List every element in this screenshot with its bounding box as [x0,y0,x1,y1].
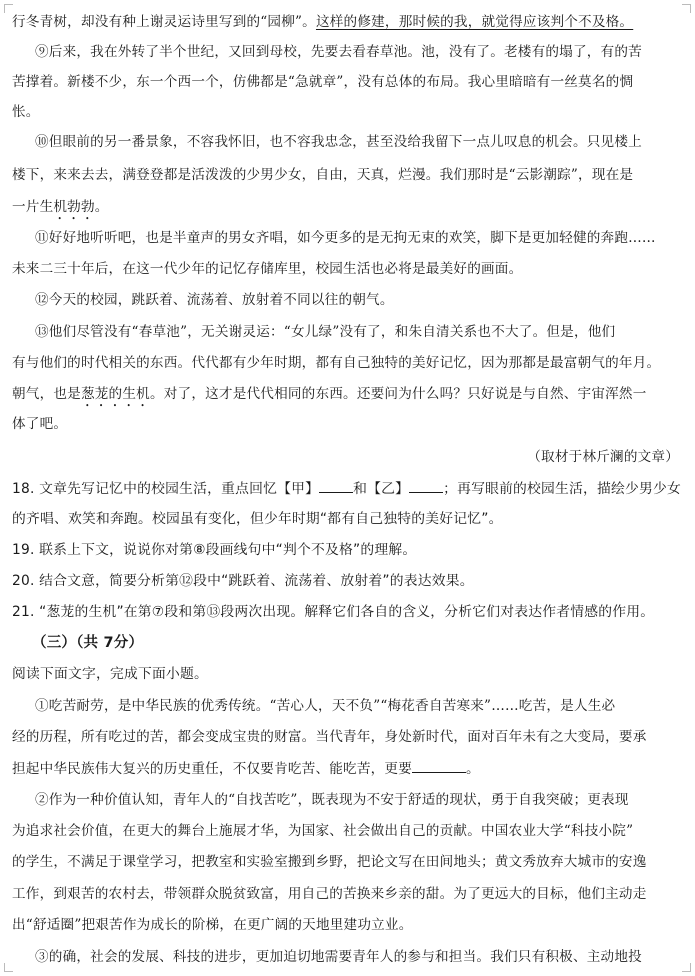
question-20: 20. 结合文意，简要分析第⑫段中“跳跃着、流荡着、放射着”的表达效果。 [12,573,474,589]
paragraph-11-line-1: ⑪好好地听听吧，也是半童声的男女齐唱，如今更多的是无拘无束的欢笑，脚下是更加轻健的奔跑…… [35,230,656,246]
q18-blank-jia[interactable] [319,478,353,493]
paragraph-13-line-4: 体了吧。 [12,416,68,432]
paragraph-13-line-2: 有与他们的时代相关的东西。代代都有少年时期，都有自己独特的美好记忆，因为那都是最富朝气的年月。 [12,355,661,371]
paragraph-13-line-1: ⑬他们尽管没有“春草池”，无关谢灵运：“女儿绿”没有了，和朱自清关系也不大了。但是，他们 [35,324,616,340]
paragraph-9-line-1: ⑨后来，我在外转了半个世纪，又回到母校，先要去看春草池。池，没有了。老楼有的塌了，有的苦 [35,44,642,60]
q18-part-a: 18. 文章先写记忆中的校园生活，重点回忆【甲】 [12,481,320,497]
question-18 [12,478,681,499]
crop-mark-bottom-left [4,963,13,972]
question-21: 21. “葱茏的生机”在第⑦段和第⑬段两次出现。解释它们各自的含义，分析它们对表达作者情感的作用。 [12,604,655,620]
source-attribution: （取材于林斤澜的文章） [527,449,679,465]
s3-p1-end: 。 [466,761,480,777]
paragraph-10-line-1: ⑩但眼前的另一番景象，不容我怀旧，也不容我忠念，甚至没给我留下一点儿叹息的机会。只见楼上 [35,134,642,150]
s3-paragraph-3-line-1: ③的确，社会的发展、科技的进步，更加迫切地需要青年人的参与和担当。我们只有积极、主动地投 [35,949,642,965]
p10-text-a: 一片生 [12,199,54,215]
passage-line-top [12,12,633,32]
paragraph-9-line-2: 苦撑着。新楼不少，东一个西一个，仿佛都是“急就章”，没有总体的布局。我心里暗暗有一丝莫名的惆 [12,74,634,90]
crop-mark-bottom-right [682,963,691,972]
section-3-heading: （三）（共 7分） [32,635,144,651]
s3-paragraph-1-line-3 [12,758,480,779]
section-3-instruction: 阅读下面文字，完成下面小题。 [12,666,208,682]
p13-text-c: 。对了，这才是代代相同的东西。还要问为什么吗？只好说是与自然、宇宙浑然一 [149,386,647,402]
s3-paragraph-1-line-2: 经的历程，所有吃过的苦，都会变成宝贵的财富。当代青年，身处新时代，面对百年未有之大变局，要承 [12,729,647,745]
s3-paragraph-2-line-1: ②作为一种价值认知，青年人的“自找苦吃”，既表现为不安于舒适的现状，勇于自我突破；更表现 [35,792,629,808]
paragraph-11-line-2: 未来二三十年后，在这一代少年的记忆存储库里，校园生活也必将是最美好的画面。 [12,261,523,277]
s3-paragraph-2-line-2: 为追求社会价值，在更大的舞台上施展才华，为国家、社会做出自己的贡献。中国农业大学“科技小院” [12,823,634,839]
p10-emphasized-phrase: 机勃勃。 [53,199,109,215]
s3-p1-answer-blank[interactable] [412,758,466,773]
s3-p1-text: 担起中华民族伟大复兴的历史重任，不仅要肯吃苦、能吃苦，更要 [12,761,413,777]
s3-paragraph-2-line-5: 出“舒适圈”把艰苦作为成长的阶梯，在更广阔的天地里建功立业。 [12,917,413,933]
q18-part-c: ；再写眼前的校园生活，描绘少男少女 [443,481,682,497]
top-line-text: 行冬青树，却没有种上谢灵运诗里写到的“园柳”。 [12,14,316,30]
p13-text-a: 朝气，也是 [12,386,81,402]
s3-paragraph-1-line-1: ①吃苦耐劳，是中华民族的优秀传统。“苦心人，天不负”“梅花香自苦寒来”……吃苦，是人生必 [35,698,616,714]
paragraph-10-line-3 [12,197,109,223]
s3-paragraph-2-line-3: 的学生，不满足于课堂学习，把教室和实验室搬到乡野，把论文写在田间地头；黄文秀放弃大城市的安逸 [12,854,647,870]
q18-blank-yi[interactable] [409,478,443,493]
paragraph-9-line-3: 怅。 [12,104,40,120]
paragraph-10-line-2: 楼下，来来去去，满登登都是活泼泼的少男少女，自由，天真，烂漫。我们那时是“云影潮踪”，现在是 [12,167,634,183]
q18-part-b: 和【乙】 [353,481,410,497]
underlined-sentence: 这样的修建，那时候的我，就觉得应该判个不及格。 [315,14,634,30]
paragraph-12-line-1: ⑫今天的校园，跳跃着、流荡着、放射着不同以往的朝气。 [35,292,394,308]
question-18-line-2: 的齐唱、欢笑和奔跑。校园虽有变化，但少年时期“都有自己独特的美好记忆”。 [12,511,503,527]
question-19: 19. 联系上下文，说说你对第⑧段画线句中“判个不及格”的理解。 [12,542,417,558]
s3-paragraph-2-line-4: 工作，到艰苦的农村去，带领群众脱贫致富，用自己的苦换来乡亲的甜。为了更远大的目标，他们主动走 [12,886,647,902]
p13-emphasized-phrase: 葱茏的生机 [80,386,150,402]
crop-mark-top-right [682,4,691,13]
paragraph-13-line-3 [12,384,647,410]
